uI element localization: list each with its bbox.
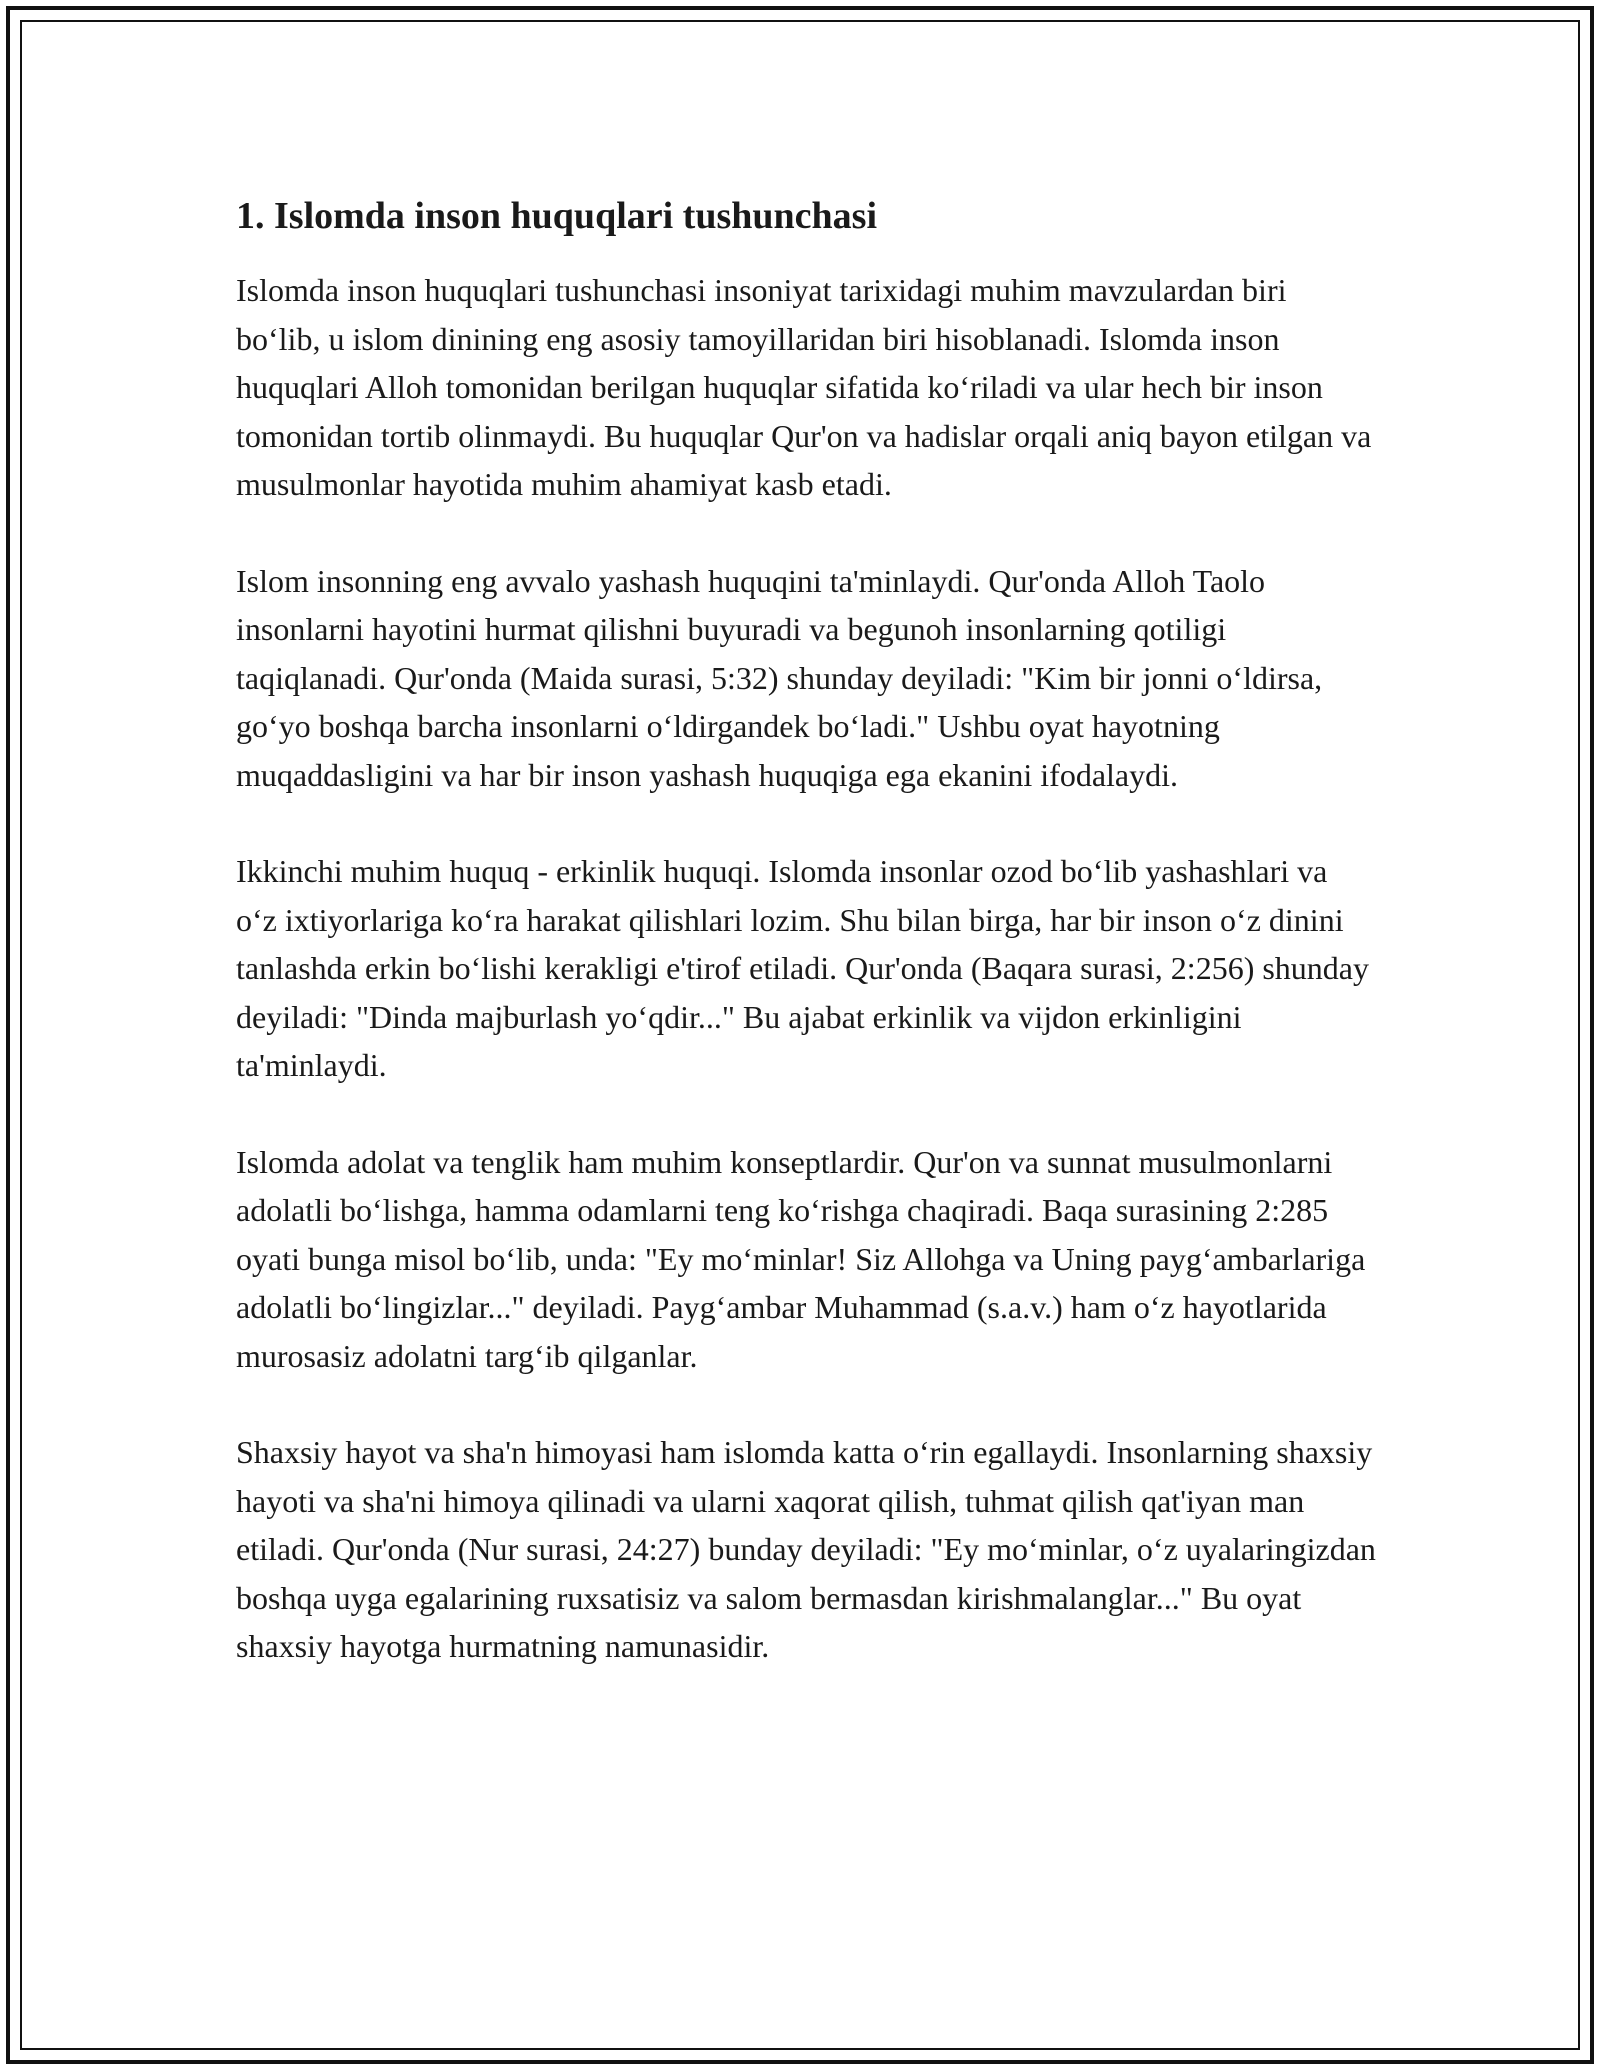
paragraph-right-to-freedom: Ikkinchi muhim huquq - erkinlik huquqi. Islomda insonlar ozod bo‘lib yashashlari va o‘z ixtiyorlariga ko‘ra harakat qilishlari lozim. Shu bilan birga, har bir inson o‘z dinini tanlashda erkin bo‘lishi kerakligi e'tirof etiladi. Qur'onda (Baqara surasi, 2:256) shunday deyiladi: "Dinda majburlash yo‘qdir..." Bu ajabat erkinlik va vijdon erkinligini ta'minlaydi.: [236, 853, 1369, 1083]
paragraph-privacy-dignity: Shaxsiy hayot va sha'n himoyasi ham islomda katta o‘rin egallaydi. Insonlarning shaxsiy hayoti va sha'ni himoya qilinadi va ularni xaqorat qilish, tuhmat qilish qat'iyan man etiladi. Qur'onda (Nur surasi, 24:27) bunday deyiladi: "Ey mo‘minlar, o‘z uyalaringizdan boshqa uyga egalarining ruxsatisiz va salom bermasdan kirishmalanglar..." Bu oyat shaxsiy hayotga hurmatning namunasidir.: [236, 1434, 1376, 1664]
paragraph-justice-equality: Islomda adolat va tenglik ham muhim konseptlardir. Qur'on va sunnat musulmonlarni adolatli bo‘lishga, hamma odamlarni teng ko‘rishga chaqiradi. Baqa surasining 2:285 oyati bunga misol bo‘lib, unda: "Ey mo‘minlar! Siz Allohga va Uning payg‘ambarlariga adolatli bo‘lingizlar..." deyiladi. Payg‘ambar Muhammad (s.a.v.) ham o‘z hayotlarida murosasiz adolatni targ‘ib qilganlar.: [236, 1143, 1366, 1374]
section-heading: 1. Islomda inson huquqlari tushunchasi: [236, 195, 878, 237]
document-body: [236, 188, 1376, 1719]
paragraph-right-to-life: Islom insonning eng avvalo yashash huquqini ta'minlaydi. Qur'onda Alloh Taolo insonlarni hayotini hurmat qilishni buyuradi va begunoh insonlarning qotiligi taqiqlanadi. Qur'onda (Maida surasi, 5:32) shunday deyiladi: "Kim bir jonni o‘ldirsa, go‘yo boshqa barcha insonlarni o‘ldirgandek bo‘ladi." Ushbu oyat hayotning muqaddasligini va har bir inson yashash huquqiga ega ekanini ifodalaydi.: [236, 562, 1323, 793]
paragraph-intro: Islomda inson huquqlari tushunchasi insoniyat tarixidagi muhim mavzulardan biri bo‘lib, u islom dinining eng asosiy tamoyillaridan biri hisoblanadi. Islomda inson huquqlari Alloh tomonidan berilgan huquqlar sifatida ko‘riladi va ular hech bir inson tomonidan tortib olinmaydi. Bu huquqlar Qur'on va hadislar orqali aniq bayon etilgan va musulmonlar hayotida muhim ahamiyat kasb etadi.: [236, 272, 1372, 502]
